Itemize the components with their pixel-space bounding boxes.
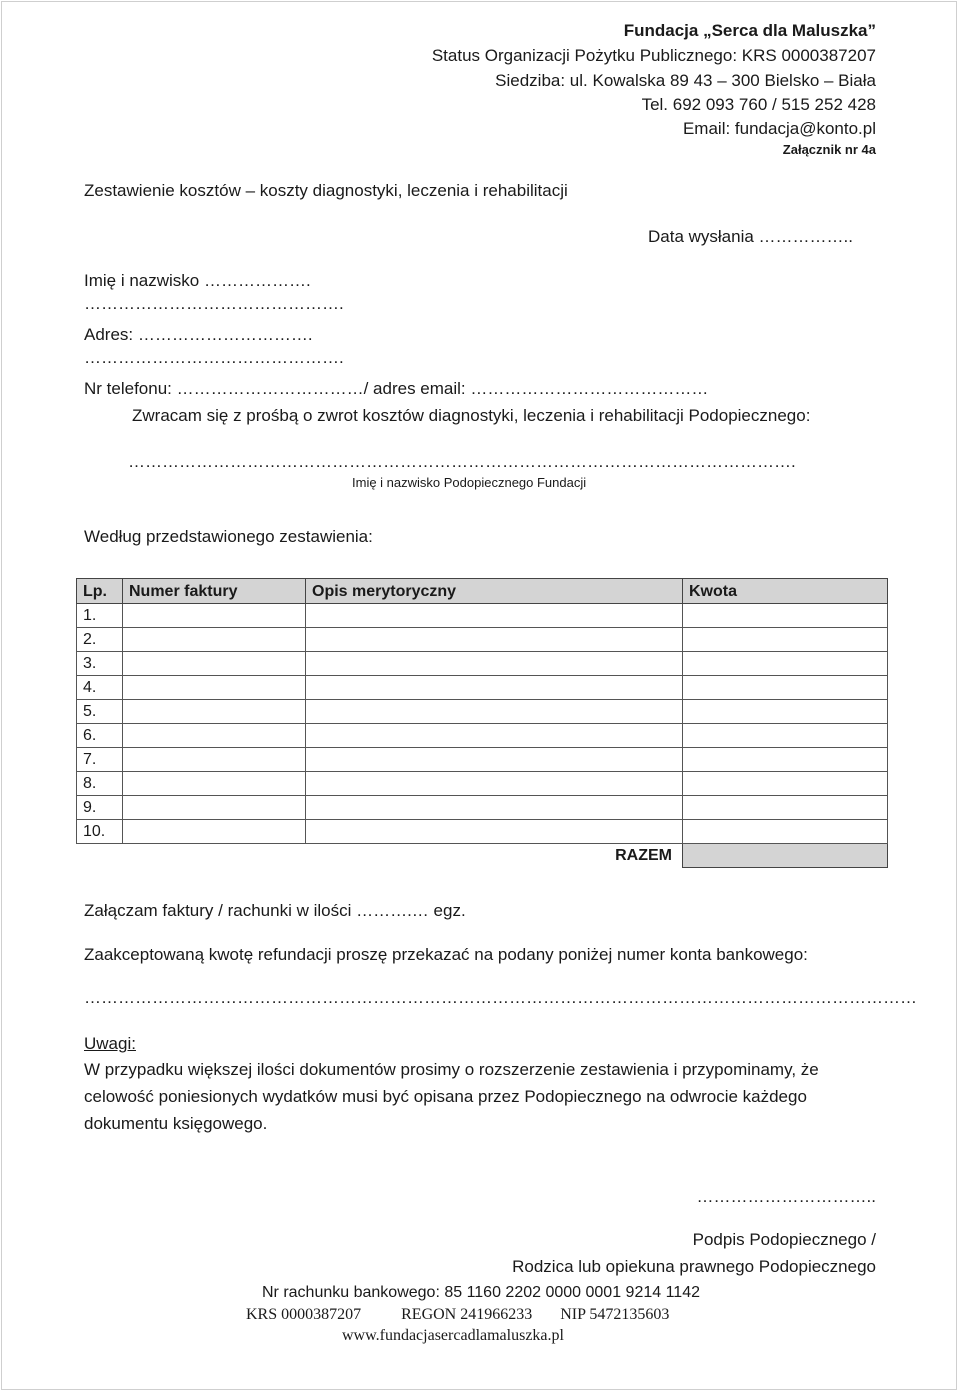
description-cell[interactable]	[306, 820, 683, 844]
table-row	[77, 628, 888, 652]
notes-line-2: celowość poniesionych wydatków musi być opisana przez Podopiecznego na odwrocie każdego	[84, 1087, 807, 1106]
table-row	[77, 604, 888, 628]
signature-caption-1: Podpis Podopiecznego /	[692, 1230, 876, 1249]
table-row	[77, 724, 888, 748]
send-date-field: Data wysłania ……………..	[648, 227, 853, 246]
total-blank-cell	[123, 844, 306, 868]
amount-cell[interactable]	[683, 700, 888, 724]
row-number: 7.	[77, 748, 123, 772]
row-number: 4.	[77, 676, 123, 700]
amount-cell[interactable]	[683, 628, 888, 652]
description-cell[interactable]	[306, 604, 683, 628]
invoice-cell[interactable]	[123, 628, 306, 652]
org-address: Siedziba: ul. Kowalska 89 43 – 300 Bielsko – Biała	[495, 71, 876, 90]
total-blank-cell	[77, 844, 123, 868]
invoice-cell[interactable]	[123, 820, 306, 844]
attachment-number: Załącznik nr 4a	[782, 142, 876, 157]
header-amount: Kwota	[683, 579, 888, 604]
invoice-cell[interactable]	[123, 676, 306, 700]
description-cell[interactable]	[306, 796, 683, 820]
ward-name-caption: Imię i nazwisko Podopiecznego Fundacji	[352, 475, 587, 490]
request-text: Zwracam się z prośbą o zwrot kosztów diagnostyki, leczenia i rehabilitacji Podopiecznego:	[132, 406, 811, 425]
description-cell[interactable]	[306, 652, 683, 676]
description-cell[interactable]	[306, 628, 683, 652]
address-field: Adres: ………………………….	[84, 325, 313, 344]
row-number: 9.	[77, 796, 123, 820]
invoice-cell[interactable]	[123, 724, 306, 748]
total-label: RAZEM	[615, 847, 672, 865]
phone-email-field: Nr telefonu: ……………………………/ adres email: ……………………………………	[84, 379, 709, 398]
row-number: 8.	[77, 772, 123, 796]
description-cell[interactable]	[306, 700, 683, 724]
row-number: 6.	[77, 724, 123, 748]
table-header-row	[77, 579, 888, 604]
table-row	[77, 652, 888, 676]
name-field-continuation: ……………………………………….	[84, 294, 344, 313]
name-field: Imię i nazwisko ……………….	[84, 271, 311, 290]
notes-line-3: dokumentu księgowego.	[84, 1114, 268, 1133]
amount-cell[interactable]	[683, 748, 888, 772]
description-cell[interactable]	[306, 748, 683, 772]
org-email: Email: fundacja@konto.pl	[682, 119, 876, 138]
org-phone: Tel. 692 093 760 / 515 252 428	[641, 95, 876, 114]
row-number: 1.	[77, 604, 123, 628]
invoice-cell[interactable]	[123, 772, 306, 796]
notes-label: Uwagi:	[84, 1034, 136, 1053]
notes-line-1: W przypadku większej ilości dokumentów prosimy o rozszerzenie zestawienia i przypominamy, że	[84, 1060, 819, 1079]
amount-cell[interactable]	[683, 796, 888, 820]
org-name: Fundacja „Serca dla Maluszka”	[623, 21, 876, 40]
header-lp: Lp.	[77, 579, 123, 604]
signature-caption-2: Rodzica lub opiekuna prawnego Podopiecznego	[512, 1257, 876, 1276]
bank-request-text: Zaakceptowaną kwotę refundacji proszę przekazać na podany poniżej numer konta bankowego:	[84, 945, 808, 964]
amount-cell[interactable]	[683, 676, 888, 700]
total-row	[77, 844, 888, 868]
description-cell[interactable]	[306, 676, 683, 700]
signature-line: …………………………..	[696, 1187, 876, 1206]
header-description: Opis merytoryczny	[306, 579, 683, 604]
table-row	[77, 700, 888, 724]
description-cell[interactable]	[306, 772, 683, 796]
costs-table	[76, 578, 888, 868]
invoice-cell[interactable]	[123, 748, 306, 772]
footer-registry: KRS 0000387207 REGON 241966233 NIP 5472135603	[246, 1306, 670, 1323]
footer-bank-account: Nr rachunku bankowego: 85 1160 2202 0000 0001 9214 1142	[262, 1284, 700, 1301]
amount-cell[interactable]	[683, 604, 888, 628]
org-status: Status Organizacji Pożytku Publicznego: KRS 0000387207	[431, 46, 876, 65]
address-field-continuation: ……………………………………….	[84, 348, 344, 367]
table-row	[77, 772, 888, 796]
invoice-cell[interactable]	[123, 700, 306, 724]
table-row	[77, 820, 888, 844]
row-number: 2.	[77, 628, 123, 652]
amount-cell[interactable]	[683, 820, 888, 844]
document-title: Zestawienie kosztów – koszty diagnostyki, leczenia i rehabilitacji	[84, 181, 568, 200]
invoice-cell[interactable]	[123, 604, 306, 628]
table-row	[77, 748, 888, 772]
table-row	[77, 676, 888, 700]
attachments-count-field: Załączam faktury / rachunki w ilości ……….… egz.	[84, 901, 466, 920]
row-number: 10.	[77, 820, 123, 844]
invoice-cell[interactable]	[123, 652, 306, 676]
table-row	[77, 796, 888, 820]
header-invoice-number: Numer faktury	[123, 579, 306, 604]
ward-name-line: ……………………………………………………………………………………………………….	[128, 452, 796, 471]
row-number: 3.	[77, 652, 123, 676]
row-number: 5.	[77, 700, 123, 724]
bank-account-line: …………………………………………………………………………………………………………………………………	[84, 988, 917, 1007]
footer-website: www.fundacjasercadlamaluszka.pl	[342, 1327, 564, 1344]
according-text: Według przedstawionego zestawienia:	[84, 527, 373, 546]
invoice-cell[interactable]	[123, 796, 306, 820]
amount-cell[interactable]	[683, 724, 888, 748]
amount-cell[interactable]	[683, 652, 888, 676]
amount-cell[interactable]	[683, 772, 888, 796]
description-cell[interactable]	[306, 724, 683, 748]
total-amount-cell[interactable]	[683, 844, 888, 868]
